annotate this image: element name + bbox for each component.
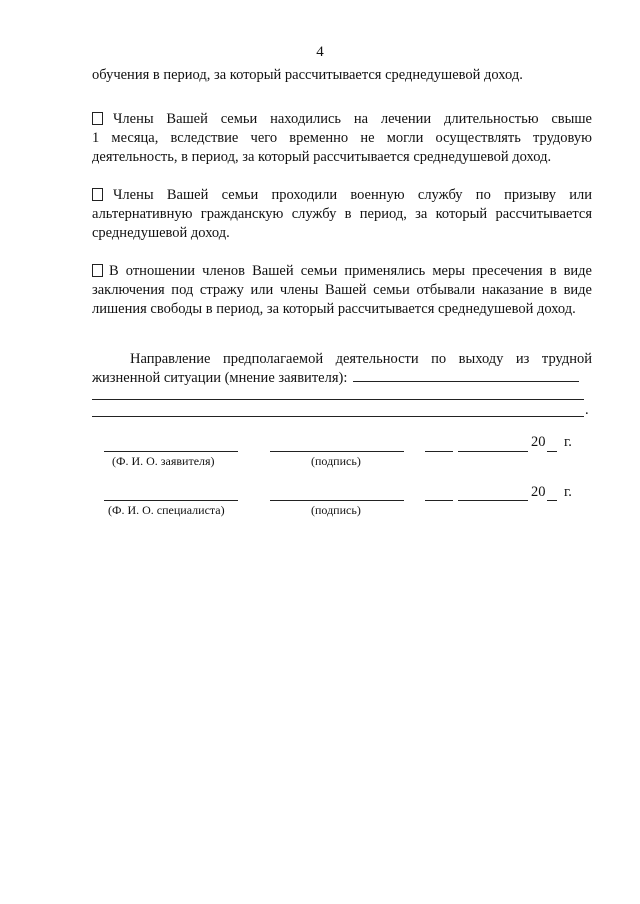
page-number: 4 — [316, 44, 324, 60]
paragraph-detention — [92, 262, 592, 319]
specialist-year-field[interactable] — [547, 500, 557, 501]
paragraph-line: обучения в период, за который рассчитывается среднедушевой доход. — [92, 67, 523, 83]
specialist-day-field[interactable] — [425, 500, 453, 501]
paragraph-line — [92, 110, 592, 129]
applicant-day-field[interactable] — [425, 451, 453, 452]
specialist-signature-caption: (подпись) — [311, 503, 361, 517]
paragraph-direction — [92, 350, 592, 388]
paragraph-line: заключения под стражу или члены Вашей семьи отбывали наказание в виде — [92, 282, 592, 298]
specialist-name-field[interactable] — [104, 500, 238, 501]
applicant-opinion-line-3[interactable] — [92, 416, 584, 417]
paragraph-education-continuation — [92, 66, 592, 85]
applicant-month-field[interactable] — [458, 451, 528, 452]
applicant-opinion-field[interactable] — [353, 381, 579, 382]
paragraph-line-text: Члены Вашей семьи находились на лечении длительностью свыше — [113, 111, 592, 127]
paragraph-line: среднедушевой доход. — [92, 225, 230, 241]
applicant-opinion-line-2[interactable] — [92, 399, 584, 400]
specialist-year-suffix: г. — [564, 484, 572, 500]
applicant-name-caption: (Ф. И. О. заявителя) — [112, 454, 215, 468]
paragraph-line: деятельность, в период, за который рассчитывается среднедушевой доход. — [92, 149, 552, 165]
paragraph-line — [92, 369, 592, 388]
paragraph-military-service — [92, 186, 592, 243]
paragraph-line: лишения свободы в период, за который рассчитывается среднедушевой доход. — [92, 301, 576, 317]
checkbox-medical-treatment[interactable] — [92, 112, 103, 125]
specialist-year-prefix: 20 — [531, 484, 546, 500]
paragraph-medical-treatment — [92, 110, 592, 167]
applicant-year-prefix: 20 — [531, 434, 546, 450]
checkbox-military-service[interactable] — [92, 188, 103, 201]
checkbox-detention[interactable] — [92, 264, 103, 277]
end-mark: . — [585, 402, 589, 418]
paragraph-line: 1 месяца, вследствие чего временно не могли осуществлять трудовую — [92, 130, 592, 146]
specialist-month-field[interactable] — [458, 500, 528, 501]
applicant-year-field[interactable] — [547, 451, 557, 452]
applicant-signature-caption: (подпись) — [311, 454, 361, 468]
specialist-signature-field[interactable] — [270, 500, 404, 501]
paragraph-line — [92, 262, 592, 281]
applicant-signature-field[interactable] — [270, 451, 404, 452]
applicant-year-suffix: г. — [564, 434, 572, 450]
paragraph-line: Направление предполагаемой деятельности по выходу из трудной — [130, 351, 592, 367]
paragraph-line-text: Члены Вашей семьи проходили военную службу по призыву или — [113, 187, 592, 203]
specialist-name-caption: (Ф. И. О. специалиста) — [108, 503, 225, 517]
paragraph-line: альтернативную гражданскую службу в период, за который рассчитывается — [92, 206, 592, 222]
paragraph-line — [92, 186, 592, 205]
paragraph-line-text: В отношении членов Вашей семьи применялись меры пресечения в виде — [109, 263, 592, 279]
paragraph-line-text: жизненной ситуации (мнение заявителя): — [92, 370, 348, 386]
applicant-name-field[interactable] — [104, 451, 238, 452]
